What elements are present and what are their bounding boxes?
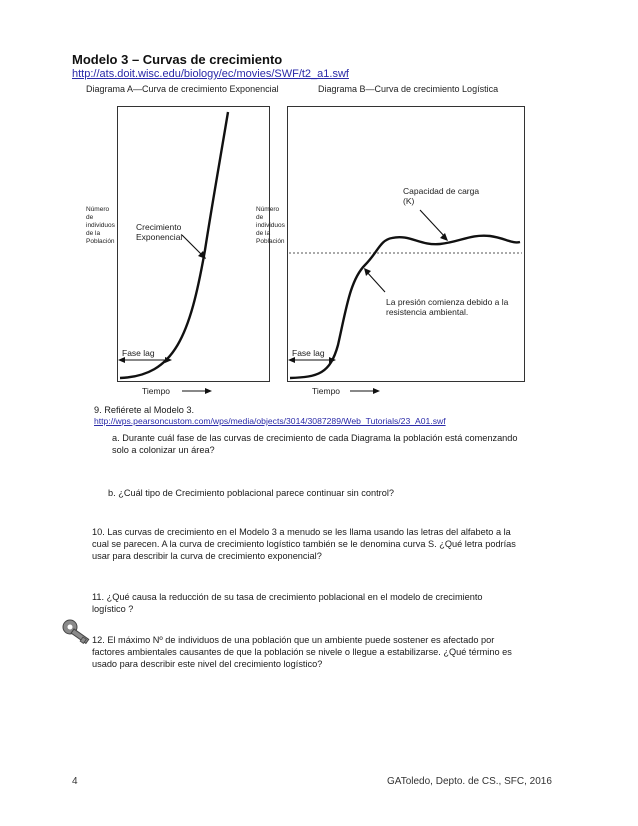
capacity-label: Capacidad de carga (K) — [403, 186, 480, 206]
diagram-a-title: Diagrama A—Curva de crecimiento Exponencial — [86, 84, 279, 94]
diagram-a-x-label: Tiempo — [142, 386, 171, 396]
question-12: 12. El máximo Nº de individuos de una población que un ambiente puede sostener es afectado por factores ambientales causantes de que la población se nivele o llegue a estabilizarse. ¿Qué término es usado para describir este nivel del crecimiento logístico? — [92, 635, 512, 669]
question-9b: b. ¿Cuál tipo de Crecimiento poblacional parece continuar sin control? — [108, 488, 394, 498]
question-11: 11. ¿Qué causa la reducción de su tasa de crecimiento poblacional en el modelo de crecimiento logístico ? — [92, 592, 483, 614]
question-10: 10. Las curvas de crecimiento en el Modelo 3 a menudo se les llama usando las letras del alfabeto a la cual se parecen. A la curva de crecimiento logístico también se le denomina curva S. ¿Qué letra podrías usar para describir la curva de crecimiento exponencial? — [92, 527, 516, 561]
diagram-a-lag-label: Fase lag — [122, 348, 155, 358]
model-link[interactable]: http://ats.doit.wisc.edu/biology/ec/movies/SWF/t2_a1.swf — [72, 68, 349, 80]
page-title: Modelo 3 – Curvas de crecimiento — [72, 52, 283, 67]
question-9-link[interactable]: http://wps.pearsoncustom.com/wps/media/objects/3014/3087289/Web_Tutorials/23_A01.swf — [94, 416, 446, 426]
page-number: 4 — [72, 776, 78, 787]
diagram-b-x-label: Tiempo — [312, 386, 341, 396]
diagram-b-y-label: Número de individuos de la Población — [256, 206, 285, 245]
pressure-label: La presión comienza debido a la resistencia ambiental. — [386, 297, 509, 317]
diagram-a-y-label: Número de individuos de la Población — [86, 206, 115, 245]
footer-credit: GAToledo, Depto. de CS., SFC, 2016 — [387, 776, 552, 787]
exponential-label: Crecimiento Exponencial — [136, 222, 183, 242]
diagram-b-title: Diagrama B—Curva de crecimiento Logística — [318, 84, 499, 94]
question-9: 9. Refiérete al Modelo 3. — [94, 405, 195, 415]
question-9a: a. Durante cuál fase de las curvas de crecimiento de cada Diagrama la población está comenzando solo a colonizar un área? — [112, 433, 518, 455]
diagram-b-lag-label: Fase lag — [292, 348, 325, 358]
key-icon — [60, 617, 94, 647]
